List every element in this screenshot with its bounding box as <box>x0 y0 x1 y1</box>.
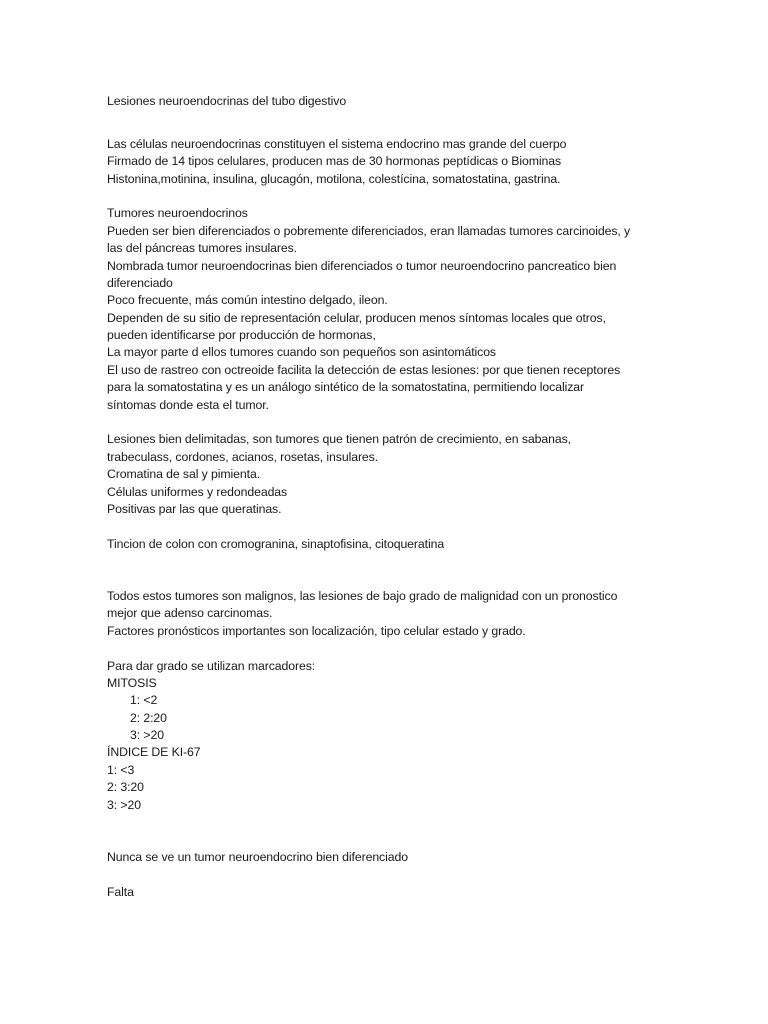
falta-line: Falta <box>107 884 134 899</box>
text-line: Firmado de 14 tipos celulares, producen mas de 30 hormonas peptídicas o Biominas <box>107 154 562 169</box>
ki67-item: 1: <3 <box>107 762 135 777</box>
text-line: Dependen de su sitio de representación celular, producen menos síntomas locales que otros, <box>107 310 606 325</box>
text-line: Factores pronósticos importantes son localización, tipo celular estado y grado. <box>107 623 526 638</box>
mitosis-heading: MITOSIS <box>107 675 157 690</box>
text-line: diferenciado <box>107 275 173 290</box>
text-line: Nombrada tumor neuroendocrinas bien diferenciados o tumor neuroendocrino pancreatico bien <box>107 258 617 273</box>
section-heading: Tumores neuroendocrinos <box>107 206 248 221</box>
text-line: para la somatostatina y es un análogo sintético de la somatostatina, permitiendo localizar <box>107 380 585 395</box>
text-line: Células uniformes y redondeadas <box>107 484 288 499</box>
text-line: Cromatina de sal y pimienta. <box>107 467 261 482</box>
text-line: mejor que adenso carcinomas. <box>107 606 273 621</box>
tincion-line: Tincion de colon con cromogranina, sinaptofisina, citoqueratina <box>107 536 445 551</box>
text-line: las del páncreas tumores insulares. <box>107 241 297 256</box>
text-line: Histonina,motinina, insulina, glucagón, motilona, colestícina, somatostatina, gastrina. <box>107 171 561 186</box>
text-line: La mayor parte d ellos tumores cuando son pequeños son asintomáticos <box>107 345 496 360</box>
grado-section <box>107 658 667 815</box>
tumores-section <box>107 205 667 414</box>
mitosis-item: 2: 2:20 <box>130 710 167 725</box>
text-line: pueden identificarse por producción de hormonas, <box>107 328 376 343</box>
mitosis-item: 1: <2 <box>130 693 158 708</box>
text-line: Lesiones bien delimitadas, son tumores que tienen patrón de crecimiento, en sabanas, <box>107 432 571 447</box>
pronostico-section <box>107 588 667 640</box>
document-title: Lesiones neuroendocrinas del tubo digestivo <box>107 94 347 108</box>
ki67-item: 3: >20 <box>107 797 141 812</box>
nunca-line: Nunca se ve un tumor neuroendocrino bien diferenciado <box>107 849 408 864</box>
text-line: Todos estos tumores son malignos, las lesiones de bajo grado de malignidad con un pronostico <box>107 588 618 603</box>
lesiones-section <box>107 431 667 518</box>
mitosis-item: 3: >20 <box>130 728 164 743</box>
text-line: El uso de rastreo con octreoide facilita la detección de estas lesiones: por que tienen receptores <box>107 362 621 377</box>
text-line: Pueden ser bien diferenciados o pobremente diferenciados, eran llamadas tumores carcinoides, y <box>107 223 631 238</box>
text-line: síntomas donde esta el tumor. <box>107 397 269 412</box>
ki67-item: 2: 3:20 <box>107 780 144 795</box>
text-line: Las células neuroendocrinas constituyen el sistema endocrino mas grande del cuerpo <box>107 136 567 151</box>
intro-paragraph <box>107 136 667 188</box>
text-line: Positivas par las que queratinas. <box>107 501 282 516</box>
grado-intro: Para dar grado se utilizan marcadores: <box>107 658 316 673</box>
text-line: Poco frecuente, más común intestino delgado, ileon. <box>107 293 388 308</box>
text-line: trabeculass, cordones, acianos, rosetas, insulares. <box>107 449 379 464</box>
document-body <box>107 93 667 901</box>
ki67-heading: ÍNDICE DE KI-67 <box>107 745 201 760</box>
